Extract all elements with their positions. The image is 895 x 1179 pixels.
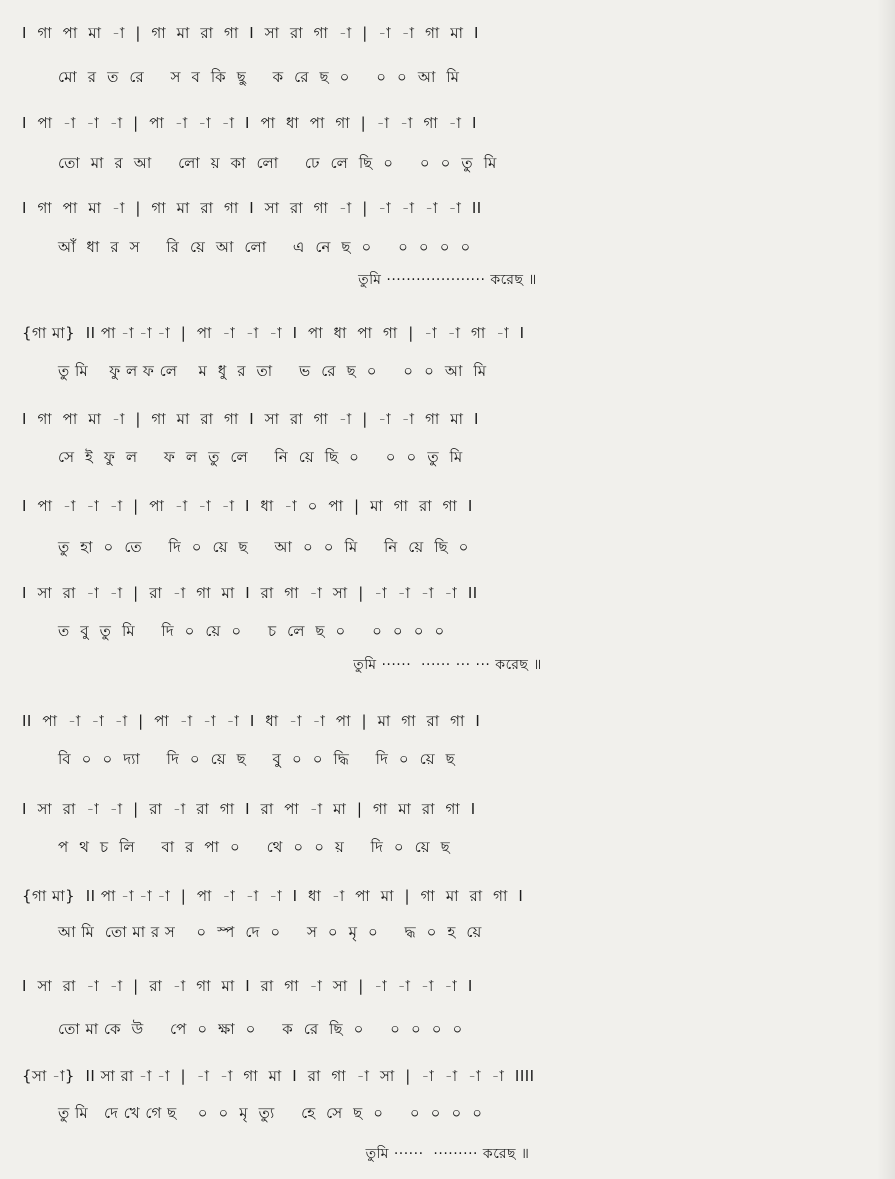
lyric-line: ত বু তু মি দি ০ য়ে ০ চ লে ছ ০ ০ ০ ০ ০ — [58, 622, 445, 640]
lyric-line: তু মি দে খে গে ছ ০ ০ মৃ ত্যু হে সে ছ ০ ০ ০ ০ ০ — [58, 1104, 483, 1122]
refrain-line: তুমি ···················· করেছ ॥ — [358, 272, 537, 288]
swara-line: {গা মা} II পা -া -া -া | পা -া -া -া I ধা -া পা মা | গা মা রা গা I — [22, 887, 524, 905]
swara-line: II পা -া -া -া | পা -া -া -া I ধা -া -া পা | মা গা রা গা I — [22, 712, 481, 730]
lyric-line: প থ চ লি বা র পা ০ থে ০ ০ য় দি ০ য়ে ছ — [58, 838, 451, 856]
lyric-line: তো মা র আ লো য় কা লো ঢে লে ছি ০ ০ ০ তু মি — [58, 154, 497, 172]
swara-line: {সা -া} II সা রা -া -া | -া -া গা মা I রা গা -া সা | -া -া -া -া IIII — [22, 1067, 535, 1085]
swara-line: I সা রা -া -া | রা -া রা গা I রা পা -া মা | গা মা রা গা I — [22, 800, 476, 818]
swara-line: I পা -া -া -া | পা -া -া -া I ধা -া ০ পা | মা গা রা গা I — [22, 497, 473, 515]
swara-line: I গা পা মা -া | গা মা রা গা I সা রা গা -া | -া -া গা মা I — [22, 24, 479, 42]
refrain-line: তুমি ······ ······ ··· ··· করেছ ॥ — [353, 657, 542, 673]
lyric-line: সে ই ফু ল ফ ল তু লে নি য়ে ছি ০ ০ ০ তু মি — [58, 448, 463, 466]
lyric-line: আঁ ধা র স রি য়ে আ লো এ নে ছ ০ ০ ০ ০ ০ — [58, 238, 471, 256]
lyric-line: তু হা ০ তে দি ০ য়ে ছ আ ০ ০ মি নি য়ে ছি ০ — [58, 538, 469, 556]
swara-line: I সা রা -া -া | রা -া গা মা I রা গা -া সা | -া -া -া -া I — [22, 977, 473, 995]
swara-line: I গা পা মা -া | গা মা রা গা I সা রা গা -া | -া -া গা মা I — [22, 410, 479, 428]
swara-line: I সা রা -া -া | রা -া গা মা I রা গা -া সা | -া -া -া -া II — [22, 584, 478, 602]
lyric-line: তু মি ফু ল ফ লে ম ধু র তা ভ রে ছ ০ ০ ০ আ মি — [58, 362, 487, 380]
lyric-line: তো মা কে উ পে ০ ক্ষা ০ ক রে ছি ০ ০ ০ ০ ০ — [58, 1020, 463, 1038]
lyric-line: মো র ত রে স ব কি ছু ক রে ছ ০ ০ ০ আ মি — [58, 68, 460, 86]
refrain-line: তুমি ······ ········· করেছ ॥ — [365, 1146, 530, 1162]
lyric-line: বি ০ ০ দ্যা দি ০ য়ে ছ বু ০ ০ দ্ধি দি ০ য়ে ছ — [58, 750, 456, 768]
lyric-line: আ মি তো মা র স ০ স্প দে ০ স ০ মৃ ০ দ্ধ ০ হ য়ে — [58, 923, 482, 941]
swara-line: I পা -া -া -া | পা -া -া -া I পা ধা পা গা | -া -া গা -া I — [22, 114, 477, 132]
swara-line: I গা পা মা -া | গা মা রা গা I সা রা গা -া | -া -া -া -া II — [22, 199, 482, 217]
swara-line: {গা মা} II পা -া -া -া | পা -া -া -া I পা ধা পা গা | -া -া গা -া I — [22, 324, 525, 342]
